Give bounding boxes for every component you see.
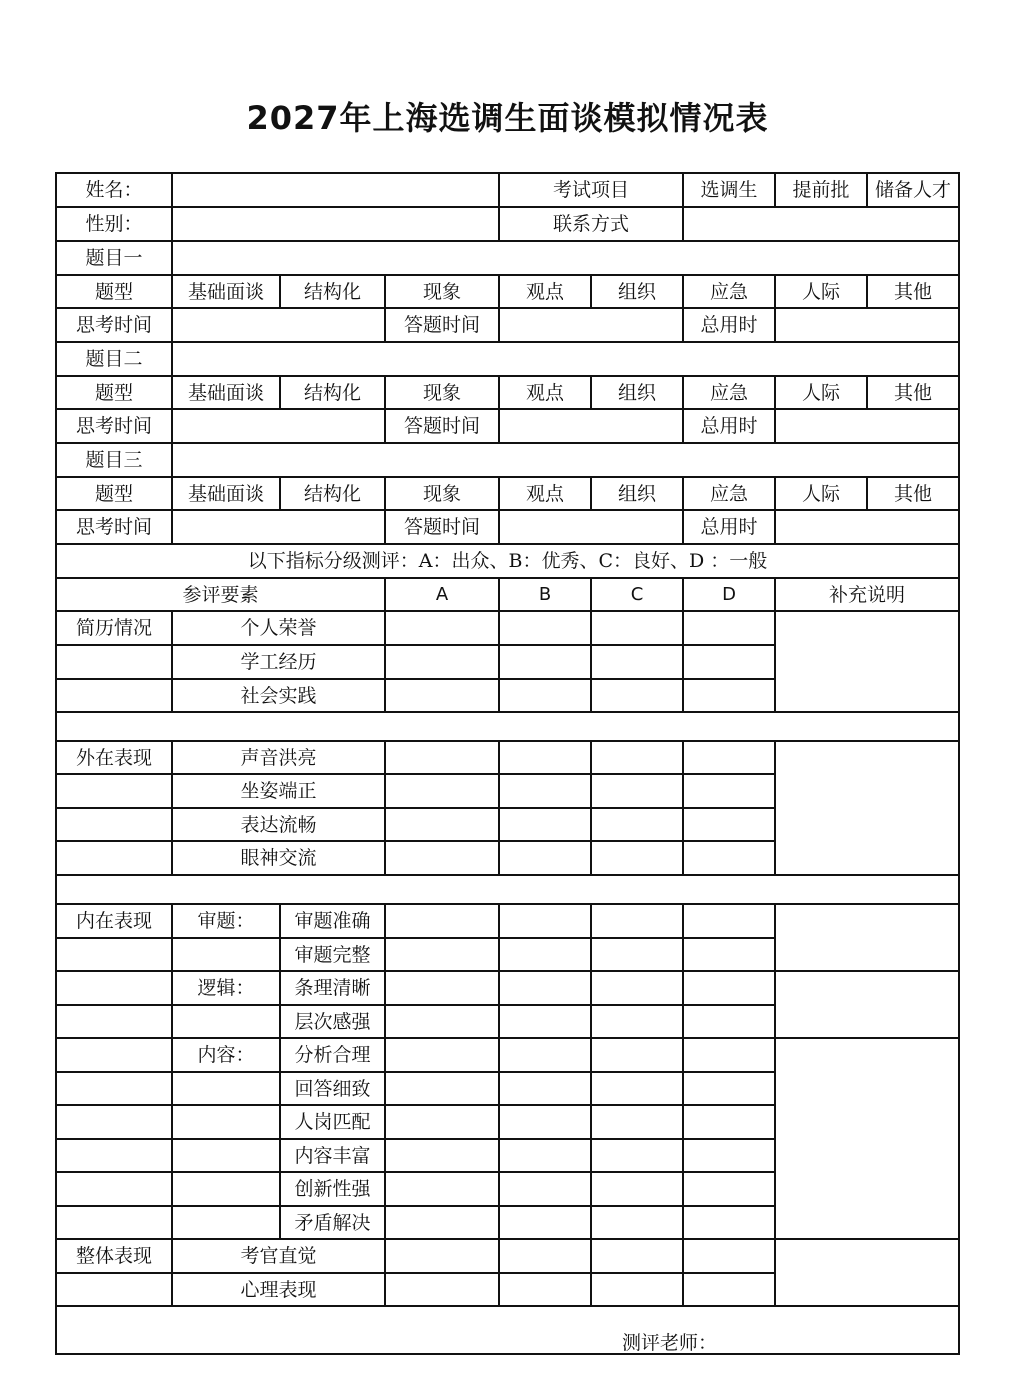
section-label-overall: 整体表现	[56, 1239, 172, 1273]
gender-label: 性别：	[56, 207, 172, 241]
type-option[interactable]: 应急	[683, 275, 775, 308]
grade-a-header: A	[385, 578, 499, 611]
think-time-label: 思考时间	[56, 308, 172, 342]
eval-item: 人岗匹配	[280, 1105, 385, 1139]
type-option[interactable]: 组织	[591, 376, 683, 409]
grade-cell[interactable]	[591, 1005, 683, 1038]
evaluator-label: 测评老师：	[622, 1332, 718, 1354]
grade-cell[interactable]	[385, 904, 499, 938]
timing-row	[56, 409, 959, 443]
eval-item: 审题完整	[280, 938, 385, 971]
notes-cell[interactable]	[775, 741, 959, 875]
eval-item: 社会实践	[172, 679, 385, 712]
subgroup-label: 逻辑：	[172, 971, 280, 1005]
grade-cell[interactable]	[591, 741, 683, 774]
question-type-row	[56, 376, 959, 409]
grade-cell[interactable]	[683, 1172, 775, 1206]
grade-cell[interactable]	[591, 1206, 683, 1239]
notes-cell[interactable]	[775, 971, 959, 1038]
grade-b-header: B	[499, 578, 591, 611]
section-label-outer: 外在表现	[56, 741, 172, 774]
form-title: 2027年上海选调生面谈模拟情况表	[246, 99, 769, 137]
grade-cell[interactable]	[385, 679, 499, 712]
section-spacer	[56, 712, 959, 741]
type-option[interactable]: 结构化	[280, 376, 385, 409]
grade-cell[interactable]	[683, 774, 775, 808]
grade-cell[interactable]	[499, 679, 591, 712]
type-option[interactable]: 基础面谈	[172, 376, 280, 409]
grade-cell[interactable]	[683, 1239, 775, 1273]
grade-cell[interactable]	[683, 1273, 775, 1306]
type-option[interactable]: 应急	[683, 376, 775, 409]
footer-row	[56, 1306, 959, 1354]
eval-item: 矛盾解决	[280, 1206, 385, 1239]
question-row	[56, 342, 959, 376]
subgroup-label-empty	[172, 1206, 280, 1239]
eval-row	[56, 1038, 959, 1072]
question-field[interactable]	[172, 241, 959, 275]
grade-cell[interactable]	[683, 741, 775, 774]
type-option[interactable]: 其他	[867, 376, 959, 409]
grade-cell[interactable]	[499, 841, 591, 875]
total-time-field[interactable]	[775, 308, 959, 342]
eval-item: 回答细致	[280, 1072, 385, 1105]
grade-cell[interactable]	[591, 1239, 683, 1273]
timing-row	[56, 308, 959, 342]
type-option[interactable]: 人际	[775, 275, 867, 308]
grade-cell[interactable]	[499, 1273, 591, 1306]
notes-cell[interactable]	[775, 611, 959, 712]
grade-cell[interactable]	[499, 1038, 591, 1072]
section-label-empty	[56, 1206, 172, 1239]
grade-cell[interactable]	[385, 971, 499, 1005]
evaluator-signature[interactable]	[56, 1306, 959, 1354]
grade-cell[interactable]	[499, 1139, 591, 1172]
grade-cell[interactable]	[591, 645, 683, 679]
grade-cell[interactable]	[499, 611, 591, 645]
grade-d-header: D	[683, 578, 775, 611]
subgroup-label-empty	[172, 1072, 280, 1105]
eval-item: 眼神交流	[172, 841, 385, 875]
section-label-empty	[56, 1172, 172, 1206]
answer-time-label: 答题时间	[385, 510, 499, 544]
grade-cell[interactable]	[499, 1172, 591, 1206]
eval-item: 内容丰富	[280, 1139, 385, 1172]
section-label-empty	[56, 1139, 172, 1172]
grade-cell[interactable]	[591, 611, 683, 645]
grade-cell[interactable]	[499, 938, 591, 971]
total-time-label: 总用时	[683, 409, 775, 443]
eval-item: 层次感强	[280, 1005, 385, 1038]
eval-row	[56, 611, 959, 645]
grade-cell[interactable]	[385, 1072, 499, 1105]
name-field[interactable]	[172, 173, 499, 207]
grade-cell[interactable]	[591, 904, 683, 938]
section-label-empty	[56, 938, 172, 971]
grade-cell[interactable]	[499, 904, 591, 938]
question-label: 题目一	[56, 241, 172, 275]
grade-cell[interactable]	[385, 1005, 499, 1038]
type-option[interactable]: 现象	[385, 477, 499, 510]
section-label-empty	[56, 808, 172, 841]
answer-time-label: 答题时间	[385, 409, 499, 443]
grade-cell[interactable]	[385, 1239, 499, 1273]
grade-cell[interactable]	[591, 1139, 683, 1172]
grade-cell[interactable]	[683, 645, 775, 679]
contact-label: 联系方式	[499, 207, 683, 241]
contact-field[interactable]	[683, 207, 959, 241]
subgroup-label-empty	[172, 938, 280, 971]
grade-cell[interactable]	[385, 741, 499, 774]
eval-elements-header: 参评要素	[56, 578, 385, 611]
grade-cell[interactable]	[499, 1239, 591, 1273]
grade-cell[interactable]	[499, 1105, 591, 1139]
name-label: 姓名：	[56, 173, 172, 207]
exam-item-label: 考试项目	[499, 173, 683, 207]
total-time-label: 总用时	[683, 510, 775, 544]
eval-item: 声音洪亮	[172, 741, 385, 774]
eval-item: 坐姿端正	[172, 774, 385, 808]
grade-cell[interactable]	[385, 611, 499, 645]
question-row	[56, 241, 959, 275]
eval-item: 表达流畅	[172, 808, 385, 841]
eval-item: 分析合理	[280, 1038, 385, 1072]
type-option[interactable]: 现象	[385, 275, 499, 308]
eval-item: 条理清晰	[280, 971, 385, 1005]
evaluation-form	[55, 172, 960, 1355]
think-time-field[interactable]	[172, 308, 385, 342]
eval-header-row	[56, 578, 959, 611]
grade-cell[interactable]	[499, 645, 591, 679]
question-type-label: 题型	[56, 376, 172, 409]
question-label: 题目三	[56, 443, 172, 477]
section-label-empty	[56, 841, 172, 875]
notes-cell[interactable]	[775, 1038, 959, 1239]
grade-cell[interactable]	[683, 1206, 775, 1239]
grade-cell[interactable]	[385, 1038, 499, 1072]
grade-cell[interactable]	[385, 841, 499, 875]
section-spacer	[56, 875, 959, 904]
grade-cell[interactable]	[683, 1005, 775, 1038]
grade-cell[interactable]	[385, 1273, 499, 1306]
type-option[interactable]: 结构化	[280, 477, 385, 510]
think-time-field[interactable]	[172, 409, 385, 443]
section-label-resume: 简历情况	[56, 611, 172, 645]
grade-cell[interactable]	[683, 1038, 775, 1072]
section-label-empty	[56, 774, 172, 808]
subgroup-label: 审题：	[172, 904, 280, 938]
exam-option-3[interactable]: 储备人才	[867, 173, 959, 207]
grade-cell[interactable]	[591, 841, 683, 875]
grade-cell[interactable]	[591, 938, 683, 971]
notes-cell[interactable]	[775, 1239, 959, 1306]
question-type-label: 题型	[56, 275, 172, 308]
grade-cell[interactable]	[591, 1273, 683, 1306]
eval-row	[56, 904, 959, 938]
type-option[interactable]: 应急	[683, 477, 775, 510]
grading-note: 以下指标分级测评：A：出众、B：优秀、C：良好、D ：一般	[56, 544, 959, 578]
total-time-field[interactable]	[775, 409, 959, 443]
notes-header: 补充说明	[775, 578, 959, 611]
grade-cell[interactable]	[591, 679, 683, 712]
type-option[interactable]: 人际	[775, 477, 867, 510]
name-row	[56, 173, 959, 207]
grade-cell[interactable]	[591, 1105, 683, 1139]
subgroup-label-empty	[172, 1139, 280, 1172]
notes-cell[interactable]	[775, 904, 959, 971]
eval-item: 审题准确	[280, 904, 385, 938]
think-time-label: 思考时间	[56, 409, 172, 443]
question-label: 题目二	[56, 342, 172, 376]
section-label-empty	[56, 1038, 172, 1072]
type-option[interactable]: 组织	[591, 275, 683, 308]
grade-cell[interactable]	[385, 645, 499, 679]
question-field[interactable]	[172, 443, 959, 477]
type-option[interactable]: 组织	[591, 477, 683, 510]
exam-option-2[interactable]: 提前批	[775, 173, 867, 207]
answer-time-label: 答题时间	[385, 308, 499, 342]
question-type-row	[56, 477, 959, 510]
eval-item: 考官直觉	[172, 1239, 385, 1273]
grade-cell[interactable]	[385, 1206, 499, 1239]
grade-cell[interactable]	[499, 971, 591, 1005]
question-field[interactable]	[172, 342, 959, 376]
total-time-label: 总用时	[683, 308, 775, 342]
grade-cell[interactable]	[385, 1139, 499, 1172]
think-time-label: 思考时间	[56, 510, 172, 544]
section-label-empty	[56, 1105, 172, 1139]
type-option[interactable]: 其他	[867, 275, 959, 308]
section-label-empty	[56, 1072, 172, 1105]
type-option[interactable]: 人际	[775, 376, 867, 409]
grade-cell[interactable]	[683, 904, 775, 938]
grade-cell[interactable]	[591, 774, 683, 808]
grade-cell[interactable]	[499, 808, 591, 841]
grade-cell[interactable]	[591, 1038, 683, 1072]
type-option[interactable]: 观点	[499, 376, 591, 409]
subgroup-label-empty	[172, 1005, 280, 1038]
eval-row	[56, 741, 959, 774]
section-label-empty	[56, 1005, 172, 1038]
grade-cell[interactable]	[385, 808, 499, 841]
section-label-empty	[56, 1273, 172, 1306]
grade-cell[interactable]	[499, 1005, 591, 1038]
spacer-cell	[56, 712, 959, 741]
section-label-empty	[56, 645, 172, 679]
grade-cell[interactable]	[499, 1072, 591, 1105]
subgroup-label-empty	[172, 1172, 280, 1206]
section-label-inner: 内在表现	[56, 904, 172, 938]
total-time-field[interactable]	[775, 510, 959, 544]
subgroup-label-empty	[172, 1105, 280, 1139]
think-time-field[interactable]	[172, 510, 385, 544]
grade-cell[interactable]	[591, 971, 683, 1005]
timing-row	[56, 510, 959, 544]
grade-cell[interactable]	[683, 611, 775, 645]
grade-cell[interactable]	[683, 1139, 775, 1172]
gender-row	[56, 207, 959, 241]
grade-cell[interactable]	[499, 774, 591, 808]
section-label-empty	[56, 679, 172, 712]
eval-item: 心理表现	[172, 1273, 385, 1306]
grade-cell[interactable]	[683, 1072, 775, 1105]
grade-cell[interactable]	[499, 1206, 591, 1239]
eval-row	[56, 1239, 959, 1273]
type-option[interactable]: 基础面谈	[172, 477, 280, 510]
grade-cell[interactable]	[683, 808, 775, 841]
grading-note-row	[56, 544, 959, 578]
eval-item: 个人荣誉	[172, 611, 385, 645]
grade-cell[interactable]	[591, 1172, 683, 1206]
grade-cell[interactable]	[499, 741, 591, 774]
grade-cell[interactable]	[683, 1105, 775, 1139]
type-option[interactable]: 结构化	[280, 275, 385, 308]
question-type-label: 题型	[56, 477, 172, 510]
eval-item: 学工经历	[172, 645, 385, 679]
gender-field[interactable]	[172, 207, 499, 241]
subgroup-label: 内容：	[172, 1038, 280, 1072]
type-option[interactable]: 基础面谈	[172, 275, 280, 308]
grade-cell[interactable]	[385, 1105, 499, 1139]
question-row	[56, 443, 959, 477]
type-option[interactable]: 现象	[385, 376, 499, 409]
grade-cell[interactable]	[683, 841, 775, 875]
type-option[interactable]: 观点	[499, 275, 591, 308]
question-type-row	[56, 275, 959, 308]
eval-item: 创新性强	[280, 1172, 385, 1206]
grade-cell[interactable]	[591, 808, 683, 841]
grade-cell[interactable]	[385, 774, 499, 808]
grade-cell[interactable]	[385, 1172, 499, 1206]
type-option[interactable]: 其他	[867, 477, 959, 510]
spacer-cell	[56, 875, 959, 904]
section-label-empty	[56, 971, 172, 1005]
exam-option-1[interactable]: 选调生	[683, 173, 775, 207]
answer-time-field[interactable]	[499, 409, 683, 443]
grade-c-header: C	[591, 578, 683, 611]
eval-row	[56, 971, 959, 1005]
answer-time-field[interactable]	[499, 308, 683, 342]
grade-cell[interactable]	[683, 971, 775, 1005]
type-option[interactable]: 观点	[499, 477, 591, 510]
grade-cell[interactable]	[683, 938, 775, 971]
grade-cell[interactable]	[385, 938, 499, 971]
answer-time-field[interactable]	[499, 510, 683, 544]
grade-cell[interactable]	[683, 679, 775, 712]
grade-cell[interactable]	[591, 1072, 683, 1105]
